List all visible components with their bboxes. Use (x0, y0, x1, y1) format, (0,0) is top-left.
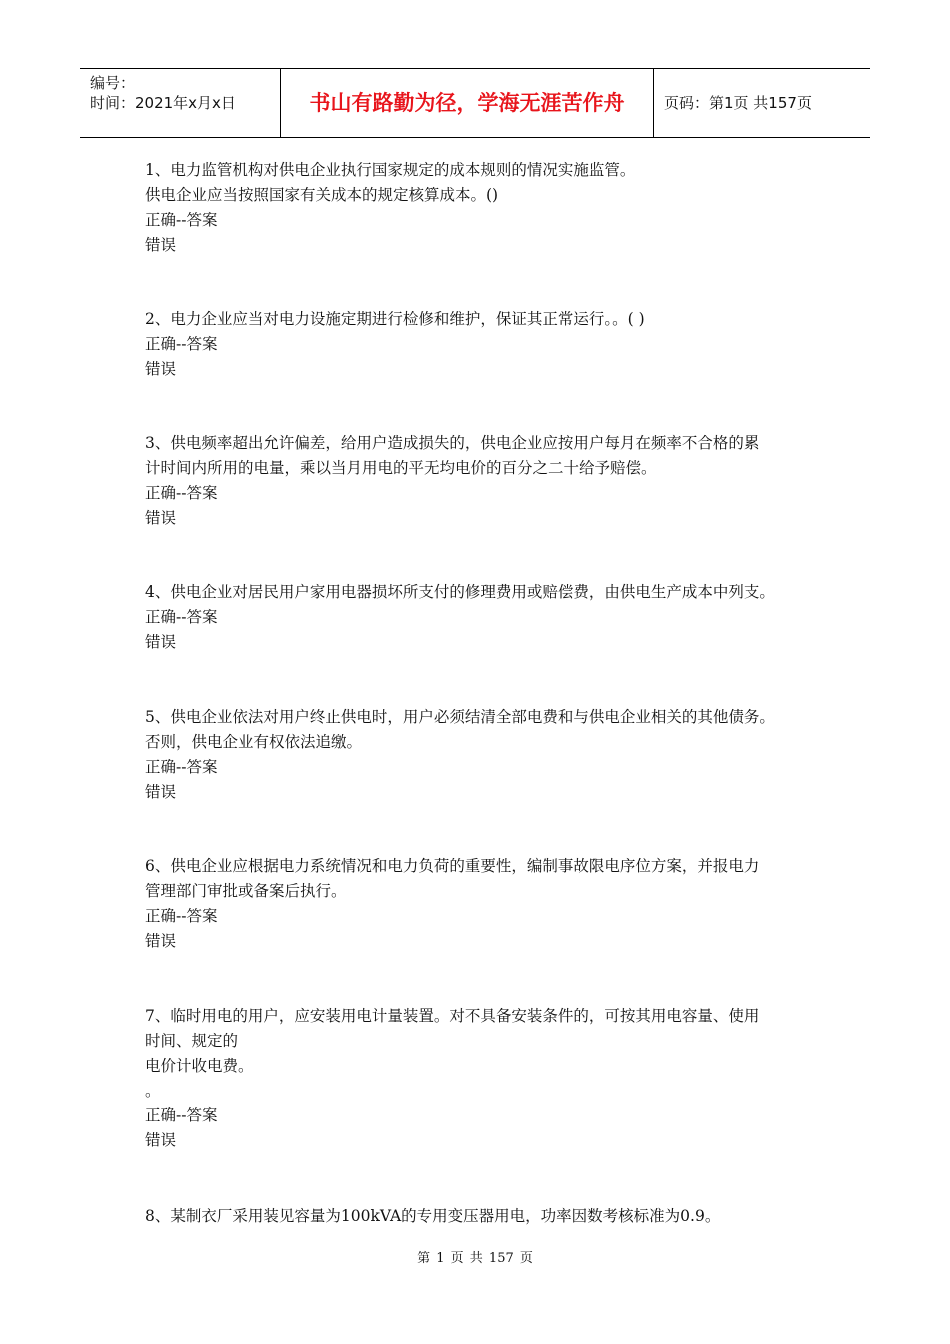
question-6-option-true: 正确--答案 (145, 907, 218, 925)
question-5-option-true: 正确--答案 (145, 758, 218, 776)
question-5-option-false: 错误 (145, 783, 177, 801)
header-meta (80, 69, 281, 137)
question-3-option-true: 正确--答案 (145, 484, 218, 502)
question-5-line-2: 否则，供电企业有权依法追缴。 (145, 733, 363, 751)
question-4-option-false: 错误 (145, 633, 177, 651)
number-label: 编号： (90, 74, 136, 92)
question-7-line-1: 7、临时用电的用户，应安装用电计量装置。对不具备安装条件的，可按其用电容量、使用 (145, 1007, 760, 1025)
question-4-line-1: 4、供电企业对居民用户家用电器损坏所支付的修理费用或赔偿费，由供电生产成本中列支。 (145, 583, 775, 601)
question-2-option-false: 错误 (145, 360, 177, 378)
question-6-line-1: 6、供电企业应根据电力系统情况和电力负荷的重要性，编制事故限电序位方案，并报电力 (145, 857, 760, 875)
page-info: 页码：第1页 共157页 (664, 94, 812, 112)
question-1-line-2: 供电企业应当按照国家有关成本的规定核算成本。() (145, 186, 499, 204)
question-2-line-1: 2、电力企业应当对电力设施定期进行检修和维护，保证其正常运行。。( ) (145, 310, 645, 328)
question-6-line-2: 管理部门审批或备案后执行。 (145, 882, 347, 900)
question-3-option-false: 错误 (145, 509, 177, 527)
question-6-option-false: 错误 (145, 932, 177, 950)
page-header (80, 68, 870, 138)
page-footer: 第 1 页 共 157 页 (417, 1251, 533, 1266)
question-1-option-true: 正确--答案 (145, 211, 218, 229)
question-2-option-true: 正确--答案 (145, 335, 218, 353)
question-3-line-2: 计时间内所用的电量，乘以当月用电的平无均电价的百分之二十给予赔偿。 (145, 459, 657, 477)
question-7-option-true: 正确--答案 (145, 1106, 218, 1124)
question-5-line-1: 5、供电企业依法对用户终止供电时，用户必须结清全部电费和与供电企业相关的其他债务。 (145, 708, 775, 726)
question-8-line-1: 8、某制衣厂采用装见容量为100kVA的专用变压器用电，功率因数考核标准为0.9。 (145, 1207, 721, 1225)
time-label: 时间：2021年x月x日 (90, 94, 236, 112)
question-1-line-1: 1、电力监管机构对供电企业执行国家规定的成本规则的情况实施监管。 (145, 161, 636, 179)
question-4-option-true: 正确--答案 (145, 608, 218, 626)
motto-title: 书山有路勤为径，学海无涯苦作舟 (281, 69, 654, 137)
question-3-line-1: 3、供电频率超出允许偏差，给用户造成损失的，供电企业应按用户每月在频率不合格的累 (145, 434, 760, 452)
question-7-line-4: 。 (145, 1082, 161, 1100)
question-1-option-false: 错误 (145, 236, 177, 254)
question-7-line-3: 电价计收电费。 (145, 1057, 254, 1075)
question-7-option-false: 错误 (145, 1131, 177, 1149)
question-7-line-2: 时间、规定的 (145, 1032, 239, 1050)
